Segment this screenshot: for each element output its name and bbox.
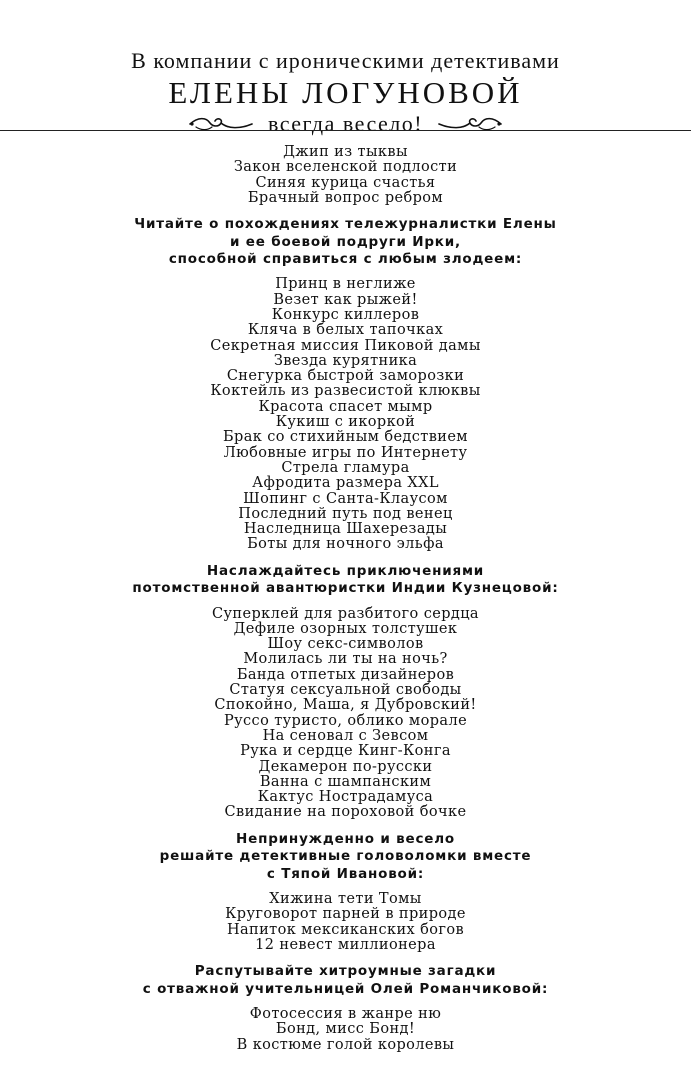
book-title: Принц в неглиже <box>275 276 416 293</box>
series-section <box>0 831 691 953</box>
book-title: Шопинг с Санта-Клаусом <box>243 490 448 507</box>
section-heading-line: с Тяпой Ивановой: <box>266 865 425 882</box>
header-slogan: всегда весело! <box>267 111 424 136</box>
book-title: Джип из тыквы <box>283 144 408 160</box>
section-heading <box>0 563 691 598</box>
section-book-list <box>0 892 691 953</box>
section-heading <box>0 963 691 998</box>
book-title: Брачный вопрос ребром <box>247 189 444 206</box>
book-title: Кляча в белых тапочках <box>247 322 444 339</box>
book-title: Декамерон по-русски <box>258 758 433 775</box>
section-heading-line: с отважной учительницей Олей Романчиковой: <box>142 980 549 997</box>
book-title: Везет как рыжей! <box>273 291 418 308</box>
book-title: Руссо туристо, облико морале <box>223 712 468 729</box>
section-heading-line: и ее боевой подруги Ирки, <box>230 233 461 250</box>
section-book-list <box>0 607 691 821</box>
series-section <box>0 563 691 821</box>
book-title: Банда отпетых дизайнеров <box>236 666 455 683</box>
book-title: В костюме голой королевы <box>236 1036 455 1053</box>
section-heading-line: потомственной авантюристки Индии Кузнецовой: <box>132 580 559 597</box>
section-heading-line: решайте детективные головоломки вместе <box>159 848 532 865</box>
book-title: Рука и сердце Кинг-Конга <box>240 743 451 760</box>
series-section <box>0 216 691 553</box>
book-title: Любовные игры по Интернету <box>223 444 468 461</box>
book-title: Статуя сексуальной свободы <box>229 682 462 699</box>
book-title: Спокойно, Маша, я Дубровский! <box>214 697 477 714</box>
series-sections <box>0 216 691 1053</box>
book-title: Наследница Шахерезады <box>243 521 448 538</box>
book-title: Шоу секс-символов <box>267 636 424 653</box>
book-title: 12 невест миллионера <box>255 936 436 953</box>
book-title: Боты для ночного эльфа <box>247 536 444 553</box>
book-title: На сеновал с Зевсом <box>262 727 429 744</box>
section-heading <box>0 831 691 883</box>
intro-book-list <box>0 145 691 206</box>
book-title: Последний путь под венец <box>238 505 453 522</box>
book-catalog <box>0 145 691 1053</box>
book-title: Бонд, мисс Бонд! <box>275 1021 416 1038</box>
section-heading-line: Наслаждайтесь приключениями <box>206 562 485 579</box>
header-tagline: В компании с ироническими детективами <box>131 48 560 73</box>
book-title: Суперклей для разбитого сердца <box>212 605 479 622</box>
book-title: Афродита размера XXL <box>252 475 439 492</box>
section-book-list <box>0 277 691 552</box>
book-title: Дефиле озорных толстушек <box>233 620 458 637</box>
book-title: Молилась ли ты на ночь? <box>243 651 448 668</box>
section-heading <box>0 216 691 268</box>
section-heading-line: Читайте о похождениях тележурналистки Елены <box>134 216 557 233</box>
book-title: Коктейль из развесистой клюквы <box>210 383 481 400</box>
section-book-list <box>0 1007 691 1053</box>
book-title: Синяя курица счастья <box>255 174 436 191</box>
book-title: Звезда курятника <box>273 352 418 369</box>
header-slogan-row <box>0 110 691 138</box>
book-title: Ванна с шампанским <box>259 773 432 790</box>
header-divider <box>0 130 691 131</box>
author-name: ЕЛЕНЫ ЛОГУНОВОЙ <box>168 75 523 110</box>
book-title: Хижина тети Томы <box>269 890 422 907</box>
book-title: Секретная миссия Пиковой дамы <box>210 337 481 354</box>
book-title: Стрела гламура <box>281 459 410 476</box>
book-title: Брак со стихийным бедствием <box>223 429 468 446</box>
book-title: Кукиш с икоркой <box>275 414 416 431</box>
book-title: Закон вселенской подлости <box>233 159 458 176</box>
book-title: Кактус Нострадамуса <box>257 789 434 806</box>
book-title: Фотосессия в жанре ню <box>249 1005 442 1022</box>
series-section <box>0 963 691 1053</box>
section-heading-line: Распутывайте хитроумные загадки <box>194 963 497 980</box>
book-title: Круговорот парней в природе <box>225 906 466 923</box>
book-title: Свидание на пороховой бочке <box>224 804 467 821</box>
section-heading-line: Непринужденно и весело <box>236 830 455 847</box>
section-heading-line: способной справиться с любым злодеем: <box>168 251 523 267</box>
book-title: Конкурс киллеров <box>271 307 420 323</box>
book-title: Напиток мексиканских богов <box>226 921 465 938</box>
book-title: Красота спасет мымр <box>258 398 433 415</box>
book-title: Снегурка быстрой заморозки <box>226 368 465 385</box>
series-header <box>0 0 691 138</box>
